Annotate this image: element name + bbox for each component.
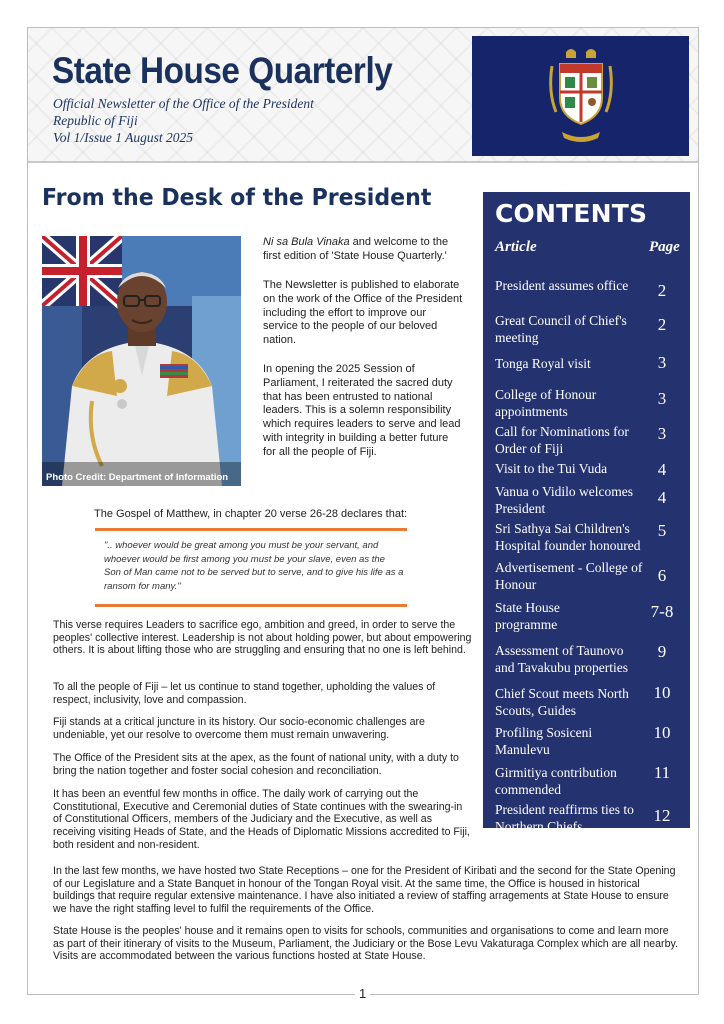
contents-item-page[interactable]: 10 xyxy=(653,683,671,702)
contents-item-label[interactable]: President reaffirms ties to Northern Chiefs xyxy=(495,802,634,834)
contents-item-page[interactable]: 4 xyxy=(657,460,667,479)
contents-item-page[interactable]: 7-8 xyxy=(650,602,674,621)
president-portrait-image xyxy=(42,236,241,486)
greeting-text: Ni sa Bula Vinaka xyxy=(263,236,350,248)
contents-item-label[interactable]: Vanua o Vidilo welcomes President xyxy=(495,484,634,516)
contents-item-page[interactable]: 4 xyxy=(657,488,667,507)
body-paragraph: This verse requires Leaders to sacrifice ego, ambition and greed, in order to serve the peoples' collective interest. Leadership is not about holding power, but about empowering others. It is about lifting those who are struggling and ensuring that no one is left behind. xyxy=(53,619,472,657)
intro-paragraph-parliament: In opening the 2025 Session of Parliament, I reiterated the sacred duty that has been entrusted to national leaders. This is a solemn responsibility which requires leaders to serve and lead with integrity in building a better future for all the people of Fiji. xyxy=(263,363,461,458)
contents-item-page[interactable]: 11 xyxy=(653,763,671,782)
contents-item-page[interactable]: 10 xyxy=(653,723,671,742)
contents-column-page: Page xyxy=(649,239,680,255)
contents-item-label[interactable]: Visit to the Tui Vuda xyxy=(495,461,608,476)
contents-item-label[interactable]: Sri Sathya Sai Children's Hospital founder honoured xyxy=(495,521,641,553)
contents-item-page[interactable]: 2 xyxy=(657,281,667,300)
contents-item-page[interactable]: 3 xyxy=(657,353,667,372)
body-paragraph-wide: In the last few months, we have hosted two State Receptions – one for the President of Kiribati and the second for the State Opening of our Legislature and a State Banquet in honour of the Tongan Royal visit. At the same time, the Office is housed in historical buildings that require regular extensive maintenance. I have also initiated a review of staffing arragements at State House to ensure we have the right staffing level to fulfil the requirements of the Office. xyxy=(53,865,676,916)
quote-rule-bottom xyxy=(95,604,407,607)
contents-item-page[interactable]: 2 xyxy=(657,315,667,334)
contents-item-page[interactable]: 9 xyxy=(657,642,667,661)
contents-item-label[interactable]: Advertisement - College of Honour xyxy=(495,560,643,592)
gospel-intro: The Gospel of Matthew, in chapter 20 verse 26-28 declares that: xyxy=(94,508,408,520)
contents-item-label[interactable]: Tonga Royal visit xyxy=(495,356,591,371)
contents-item-label[interactable]: Chief Scout meets North Scouts, Guides xyxy=(495,686,629,718)
welcome-text: and welcome to the first edition of 'State House Quarterly.' xyxy=(263,236,449,262)
contents-item-label[interactable]: State House programme xyxy=(495,600,560,632)
contents-item-label[interactable]: College of Honour appointments xyxy=(495,387,597,419)
header-divider xyxy=(28,161,698,163)
photo-credit: Photo Credit: Department of Information xyxy=(46,472,229,483)
contents-item-label[interactable]: Profiling Sosiceni Manulevu xyxy=(495,725,593,757)
newsletter-issue: Vol 1/Issue 1 August 2025 xyxy=(53,130,194,145)
coat-of-arms-icon xyxy=(546,42,616,150)
body-paragraph-wide: State House is the peoples' house and it remains open to visits for schools, communities and organisations to come and learn more as part of their itinerary of visits to the Museum, Parliament, the Judiciary or the Bose Levu Vakaturaga Complex which are all nearby. Visits are accommodated between the various functions hosted at State House. xyxy=(53,925,678,963)
contents-item-label[interactable]: Girmitiya contribution commended xyxy=(495,765,617,797)
newsletter-subtitle: Official Newsletter of the Office of the President xyxy=(53,96,314,111)
president-photo xyxy=(42,236,241,486)
body-paragraph: It has been an eventful few months in office. The daily work of carrying out the Constitutional, Executive and Ceremonial duties of State continues with the swearing-in of Constitutional Officers, members of the Judiciary and the Executive, as well as receiving visiting Heads of State, and the Heads of Diplomatic Missions accredited to Fiji, both resident and non-resident. xyxy=(53,788,470,851)
contents-item-label[interactable]: Great Council of Chief's meeting xyxy=(495,313,627,345)
contents-item-page[interactable]: 6 xyxy=(657,566,667,585)
coat-of-arms-panel xyxy=(472,36,689,156)
section-title: From the Desk of the President xyxy=(42,185,432,211)
intro-paragraph-purpose: The Newsletter is published to elaborate on the work of the Office of the President including the effort to improve our service to the people of our beloved nation. xyxy=(263,279,463,347)
intro-paragraph-welcome xyxy=(263,236,463,264)
contents-item-label[interactable]: Assessment of Taunovo and Tavakubu properties xyxy=(495,643,629,675)
page-number: 1 xyxy=(355,986,370,1001)
newsletter-title: State House Quarterly xyxy=(52,50,393,91)
contents-heading: CONTENTS xyxy=(495,199,648,228)
contents-item-page[interactable]: 3 xyxy=(657,389,667,408)
newsletter-country: Republic of Fiji xyxy=(53,113,138,128)
contents-column-article: Article xyxy=(495,239,537,255)
contents-item-label[interactable]: President assumes office xyxy=(495,278,629,293)
quote-rule-top xyxy=(95,528,407,531)
body-paragraph: The Office of the President sits at the apex, as the fount of national unity, with a duty to bring the nation together and foster social cohesion and reconciliation. xyxy=(53,752,459,777)
contents-item-page[interactable]: 12 xyxy=(653,806,671,825)
contents-item-page[interactable]: 5 xyxy=(657,521,667,540)
contents-item-page[interactable]: 3 xyxy=(657,424,667,443)
body-paragraph: Fiji stands at a critical juncture in its history. Our socio-economic challenges are undeniable, yet our resolve to overcome them must remain unwavering. xyxy=(53,716,425,741)
contents-item-label[interactable]: Call for Nominations for Order of Fiji xyxy=(495,424,629,456)
scripture-quote: ".. whoever would be great among you must be your servant, and whoever would be first among you must be your slave, even as the Son of Man came not to be served but to serve, and to give his life as a ransom for many." xyxy=(104,540,404,592)
body-paragraph: To all the people of Fiji – let us continue to stand together, upholding the values of respect, inclusivity, love and compassion. xyxy=(53,681,436,706)
